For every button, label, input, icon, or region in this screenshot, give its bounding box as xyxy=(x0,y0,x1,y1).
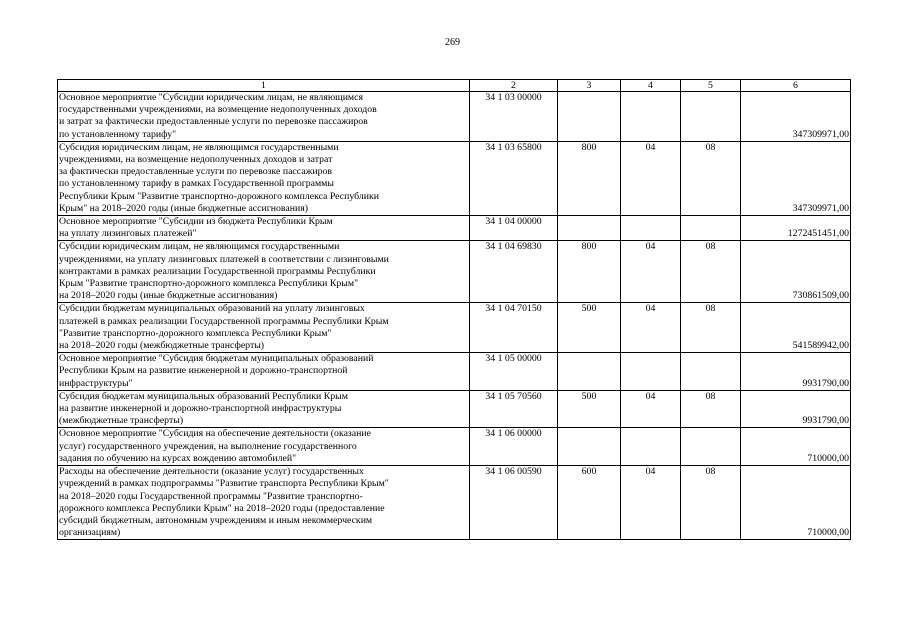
description-line: учреждениями, на возмещение недополученных доходов и затрат xyxy=(59,154,333,166)
description-line: Субсидии юридическим лицам, не являющимся государственными xyxy=(59,241,340,253)
row-description xyxy=(58,353,470,391)
budget-table xyxy=(57,79,851,540)
amount: 710000,00 xyxy=(741,466,851,540)
row-description xyxy=(58,141,470,215)
description-line: субсидий бюджетным, автономным учреждениям и иным некоммерческим xyxy=(59,514,373,526)
column-header: 3 xyxy=(558,80,621,92)
table-row xyxy=(58,353,851,391)
column-header: 1 xyxy=(58,80,470,92)
expense-type xyxy=(558,216,621,241)
row-description xyxy=(58,390,470,428)
expense-type xyxy=(558,92,621,142)
expense-type: 500 xyxy=(558,390,621,428)
description-line: Основное мероприятие "Субсидия на обеспечение деятельности (оказание xyxy=(59,428,371,440)
description-line: учреждениями, на уплату лизинговых платежей в соответствии с лизинговыми xyxy=(59,253,389,265)
row-description xyxy=(58,428,470,466)
section-code xyxy=(621,216,681,241)
amount: 541589942,00 xyxy=(741,303,851,353)
description-line: Основное мероприятие "Субсидии из бюджета Республики Крым xyxy=(59,216,333,228)
description-line: государственными учреждениями, на возмещение недополученных доходов xyxy=(59,104,377,116)
description-line: "Развитие транспортно-дорожного комплекса Республики Крым" xyxy=(59,327,332,339)
section-code: 04 xyxy=(621,390,681,428)
table-row xyxy=(58,241,851,303)
target-code: 34 1 03 00000 xyxy=(470,92,558,142)
row-description xyxy=(58,466,470,540)
table-row xyxy=(58,390,851,428)
description-line: дорожного комплекса Республики Крым" на 2018–2020 годы (предоставление xyxy=(59,502,385,514)
column-header: 5 xyxy=(681,80,741,92)
description-line: на 2018–2020 годы Государственной программы "Развитие транспортно- xyxy=(59,490,363,502)
subsection-code xyxy=(681,92,741,142)
target-code: 34 1 05 70560 xyxy=(470,390,558,428)
subsection-code xyxy=(681,353,741,391)
table-row xyxy=(58,216,851,241)
section-code: 04 xyxy=(621,466,681,540)
column-header: 4 xyxy=(621,80,681,92)
subsection-code xyxy=(681,216,741,241)
page-number: 269 xyxy=(445,37,460,48)
table-row xyxy=(58,92,851,142)
amount: 347309971,00 xyxy=(741,92,851,142)
description-line: Основное мероприятие "Субсидии юридическим лицам, не являющимся xyxy=(59,92,363,103)
description-line: платежей в рамках реализации Государственной программы Республики Крым xyxy=(59,315,389,327)
row-description xyxy=(58,92,470,142)
amount: 347309971,00 xyxy=(741,141,851,215)
expense-type xyxy=(558,353,621,391)
column-header: 6 xyxy=(741,80,851,92)
description-line: по установленному тарифу" xyxy=(59,128,177,140)
description-line: на 2018–2020 годы (межбюджетные трансферты) xyxy=(59,340,265,352)
table-row xyxy=(58,303,851,353)
target-code: 34 1 06 00590 xyxy=(470,466,558,540)
subsection-code: 08 xyxy=(681,390,741,428)
expense-type: 800 xyxy=(558,141,621,215)
table-row xyxy=(58,141,851,215)
amount: 710000,00 xyxy=(741,428,851,466)
description-line: по установленному тарифу в рамках Государственной программы xyxy=(59,178,334,190)
description-line: Республики Крым "Развитие транспортно-дорожного комплекса Республики xyxy=(59,190,380,202)
amount: 1272451451,00 xyxy=(741,216,851,241)
description-line: Республики Крым на развитие инженерной и дорожно-транспортной xyxy=(59,365,348,377)
amount: 9931790,00 xyxy=(741,390,851,428)
description-line: учреждений в рамках подпрограммы "Развитие транспорта Республики Крым" xyxy=(59,478,389,490)
description-line: контрактами в рамках реализации Государственной программы Республики xyxy=(59,265,376,277)
subsection-code: 08 xyxy=(681,303,741,353)
column-header: 2 xyxy=(470,80,558,92)
target-code: 34 1 05 00000 xyxy=(470,353,558,391)
section-code: 04 xyxy=(621,241,681,303)
table-header-row xyxy=(58,80,851,92)
target-code: 34 1 04 00000 xyxy=(470,216,558,241)
description-line: на развитие инженерной и дорожно-транспортной инфраструктуры xyxy=(59,403,342,415)
row-description xyxy=(58,241,470,303)
description-line: задания по обучению на курсах вождению автомобилей" xyxy=(59,452,297,464)
expense-type: 500 xyxy=(558,303,621,353)
expense-type: 800 xyxy=(558,241,621,303)
subsection-code: 08 xyxy=(681,241,741,303)
description-line: (межбюджетные трансферты) xyxy=(59,415,184,427)
table-row xyxy=(58,428,851,466)
expense-type xyxy=(558,428,621,466)
section-code: 04 xyxy=(621,303,681,353)
description-line: организациям) xyxy=(59,527,121,539)
subsection-code xyxy=(681,428,741,466)
section-code: 04 xyxy=(621,141,681,215)
description-line: услуг) государственного учреждения, на выполнение государственного xyxy=(59,440,357,452)
description-line: Субсидии бюджетам муниципальных образований на уплату лизинговых xyxy=(59,303,365,315)
target-code: 34 1 04 70150 xyxy=(470,303,558,353)
description-line: Основное мероприятие "Субсидия бюджетам муниципальных образований xyxy=(59,353,374,365)
amount: 730861509,00 xyxy=(741,241,851,303)
row-description xyxy=(58,303,470,353)
description-line: Крым "Развитие транспортно-дорожного комплекса Республики Крым" xyxy=(59,278,359,290)
description-line: Субсидия юридическим лицам, не являющимся государственными xyxy=(59,141,339,153)
amount: 9931790,00 xyxy=(741,353,851,391)
target-code: 34 1 06 00000 xyxy=(470,428,558,466)
section-code xyxy=(621,353,681,391)
target-code: 34 1 04 69830 xyxy=(470,241,558,303)
description-line: Субсидия бюджетам муниципальных образований Республики Крым xyxy=(59,390,348,402)
description-line: и затрат за фактически предоставленные услуги по перевозке пассажиров xyxy=(59,116,368,128)
expense-type: 600 xyxy=(558,466,621,540)
subsection-code: 08 xyxy=(681,466,741,540)
description-line: за фактически предоставленные услуги по перевозке пассажиров xyxy=(59,166,333,178)
section-code xyxy=(621,92,681,142)
subsection-code: 08 xyxy=(681,141,741,215)
table-row xyxy=(58,466,851,540)
description-line: Расходы на обеспечение деятельности (оказание услуг) государственных xyxy=(59,466,364,478)
description-line: инфраструктуры" xyxy=(59,377,133,389)
description-line: на 2018–2020 годы (иные бюджетные ассигнования) xyxy=(59,290,278,302)
row-description xyxy=(58,216,470,241)
target-code: 34 1 03 65800 xyxy=(470,141,558,215)
section-code xyxy=(621,428,681,466)
description-line: на уплату лизинговых платежей" xyxy=(59,228,197,240)
description-line: Крым" на 2018–2020 годы (иные бюджетные ассигнования) xyxy=(59,202,309,214)
